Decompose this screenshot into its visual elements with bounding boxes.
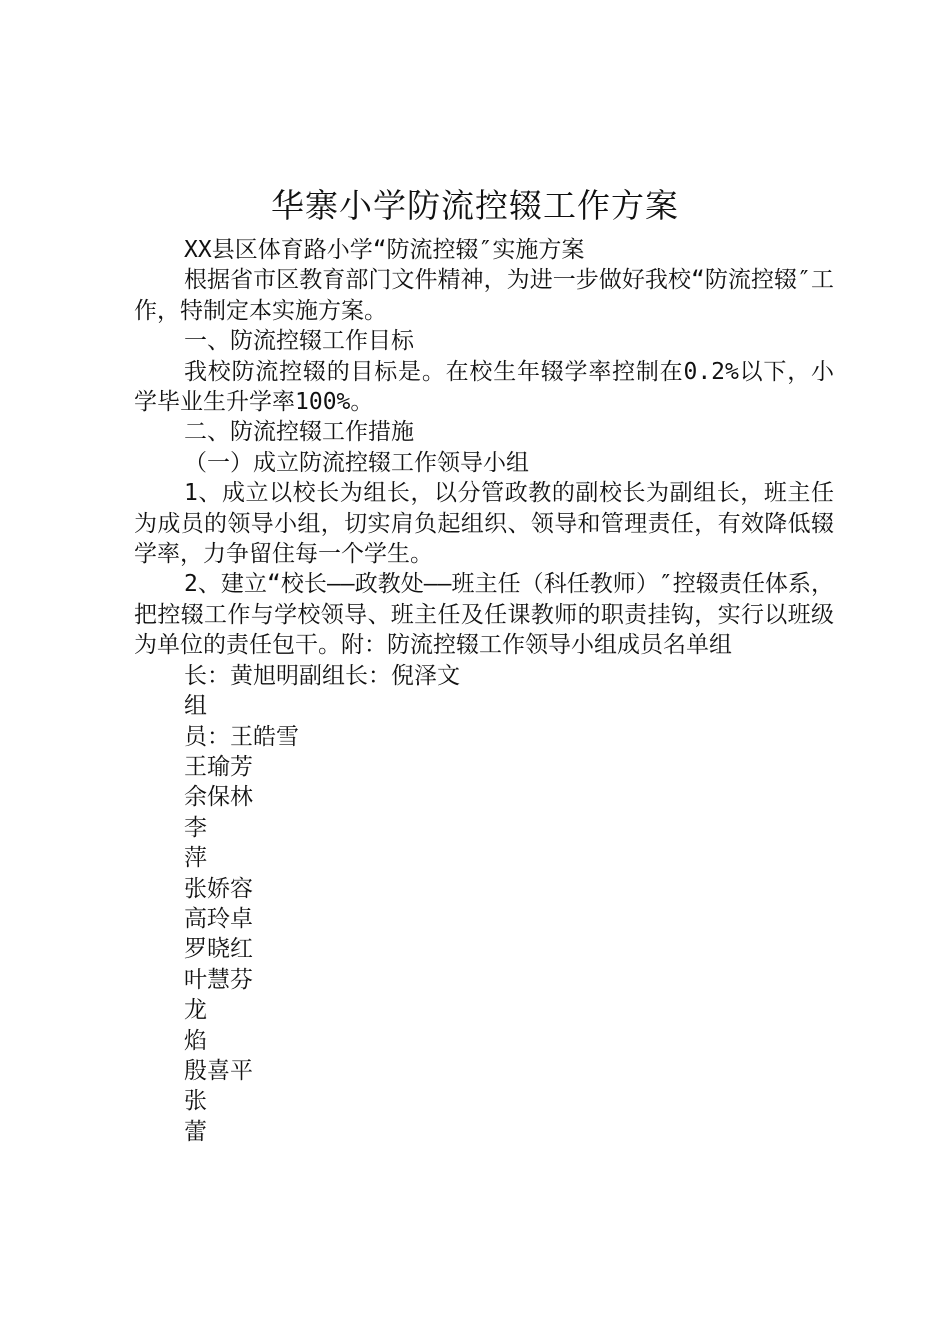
- list-item: 李: [184, 814, 207, 841]
- document-body: [134, 235, 834, 1147]
- paragraph-leaders: 长：黄旭明副组长：倪泽文: [184, 662, 460, 689]
- list-item: 员：王皓雪: [184, 723, 299, 750]
- member-list: [134, 691, 834, 1147]
- list-item: 张: [184, 1088, 207, 1115]
- paragraph-measure-1: 1、成立以校长为组长，以分管政教的副校长为副组长，班主任为成员的领导小组，切实肩负起组织、领导和管理责任，有效降低辍学率，力争留住每一个学生。: [134, 480, 834, 568]
- list-item: 蕾: [184, 1118, 207, 1145]
- heading-goals: 一、防流控辍工作目标: [184, 328, 414, 355]
- paragraph-intro: 根据省市区教育部门文件精神，为进一步做好我校“防流控辍″工作，特制定本实施方案。: [134, 267, 834, 324]
- list-item: 叶慧芬: [184, 966, 253, 993]
- document-title: 华寨小学防流控辍工作方案: [271, 186, 679, 225]
- heading-measures: 二、防流控辍工作措施: [184, 419, 414, 446]
- list-item: 萍: [184, 845, 207, 872]
- list-item: 张娇容: [184, 875, 253, 902]
- list-item: 殷喜平: [184, 1057, 253, 1084]
- subheading-leadership-group: （一）成立防流控辍工作领导小组: [184, 449, 529, 476]
- list-item: 余保林: [184, 784, 253, 811]
- paragraph-measure-2: 2、建立“校长——政教处——班主任（科任教师）″控辍责任体系，把控辍工作与学校领导、班主任及任课教师的职责挂钩，实行以班级为单位的责任包干。附：防流控辍工作领导小组成员名单组: [134, 571, 834, 659]
- list-item: 王瑜芳: [184, 753, 253, 780]
- paragraph-goals: 我校防流控辍的目标是。在校生年辍学率控制在0.2%以下，小学毕业生升学率100%。: [134, 358, 834, 416]
- list-item: 组: [184, 693, 207, 720]
- list-item: 焰: [184, 1027, 207, 1054]
- list-item: 龙: [184, 997, 207, 1024]
- list-item: 高玲卓: [184, 905, 253, 932]
- list-item: 罗晓红: [184, 936, 253, 963]
- paragraph-subtitle: XX县区体育路小学“防流控辍″实施方案: [184, 237, 585, 263]
